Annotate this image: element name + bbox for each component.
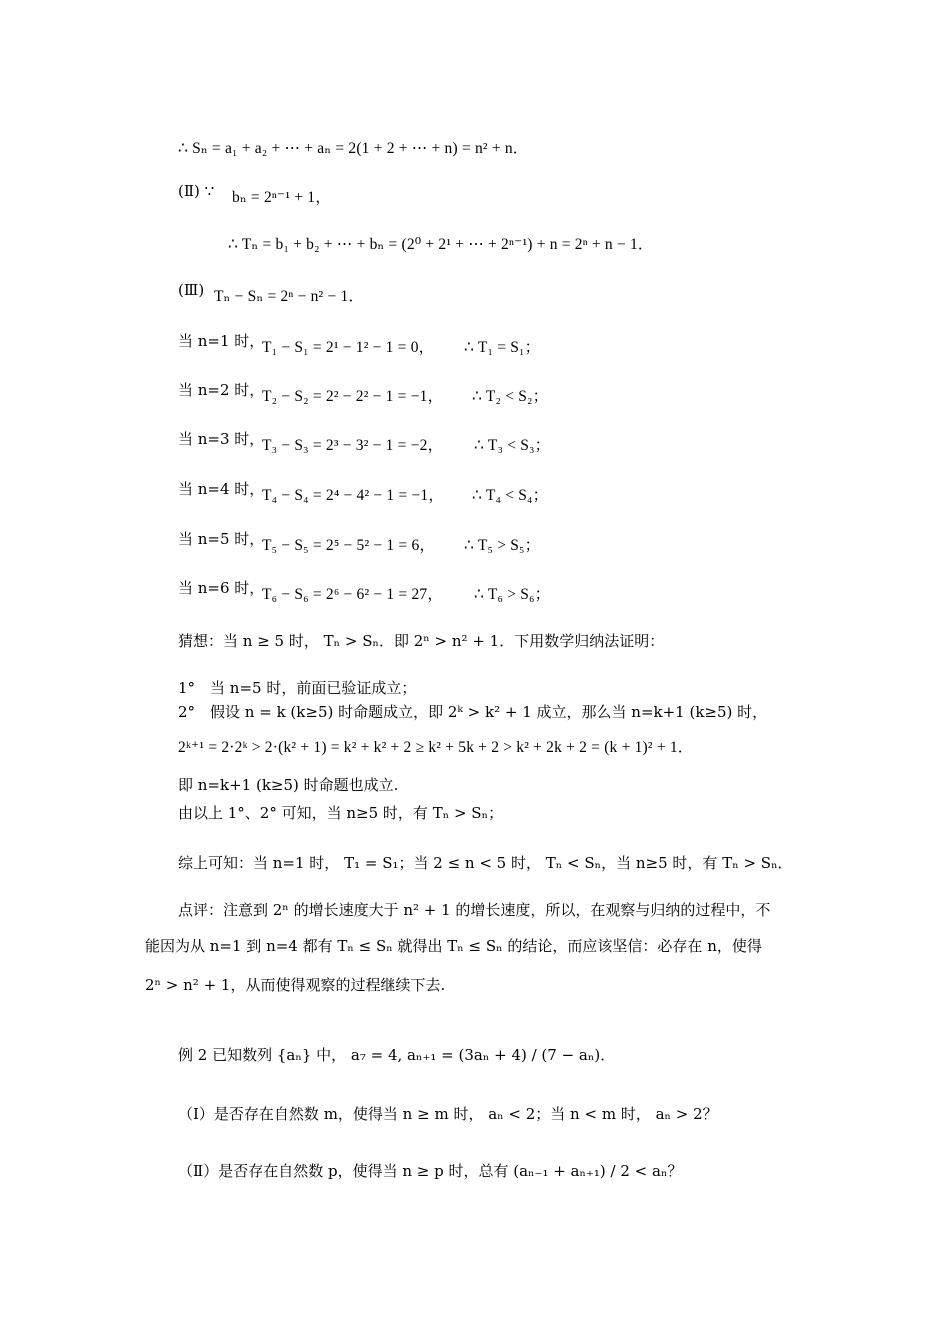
- comment-line-3: 2ⁿ > n² + 1，从而使得观察的过程继续下去.: [145, 976, 446, 994]
- tn-formula: ∴ Tₙ = b₁ + b₂ + ⋯ + bₙ = (2⁰ + 2¹ + ⋯ + 2ⁿ⁻¹) + n = 2ⁿ + n − 1．: [228, 236, 654, 253]
- case-calc: T₆ − S₆ = 2⁶ − 6² − 1 = 27，: [262, 586, 444, 603]
- case-calc: T₃ − S₃ = 2³ − 3² − 1 = −2，: [262, 437, 444, 454]
- case-calc: T₁ − S₁ = 2¹ − 1² − 1 = 0，: [262, 339, 435, 356]
- conjecture: 猜想：当 n ≥ 5 时， Tₙ > Sₙ．即 2ⁿ > n² + 1．下用数学归纳法证明：: [178, 632, 665, 650]
- comment-line-2: 能因为从 n=1 到 n=4 都有 Tₙ ≤ Sₙ 就得出 Tₙ ≤ Sₙ 的结论，而应该坚信：必存在 n，使得: [145, 937, 762, 955]
- case-when: 当 n=4 时，: [178, 480, 265, 498]
- case-calc: T₂ − S₂ = 2² − 2² − 1 = −1，: [262, 388, 444, 405]
- case-when: 当 n=5 时，: [178, 530, 265, 548]
- case-when: 当 n=3 时，: [178, 430, 265, 448]
- induction-step-1: 1° 当 n=5 时，前面已验证成立；: [178, 679, 417, 697]
- bn-formula: bₙ = 2ⁿ⁻¹ + 1，: [232, 189, 331, 206]
- induction-step-2-conclusion: 即 n=k+1 (k≥5) 时命题也成立.: [178, 776, 399, 794]
- example-2-intro: 例 2 已知数列 {aₙ} 中， a₇ = 4, aₙ₊₁ = (3aₙ + 4) / (7 − aₙ)．: [178, 1046, 616, 1064]
- case-conclusion: ∴ T₄ < S₄；: [472, 487, 549, 504]
- summary: 综上可知：当 n=1 时， T₁ = S₁；当 2 ≤ n < 5 时， Tₙ < Sₙ，当 n≥5 时，有 Tₙ > Sₙ．: [178, 854, 793, 872]
- induction-conclusion: 由以上 1°、2° 可知，当 n≥5 时，有 Tₙ > Sₙ；: [178, 804, 504, 822]
- case-conclusion: ∴ T₂ < S₂；: [472, 388, 549, 405]
- part3-label: (Ⅲ): [178, 281, 205, 299]
- example-2-question-2: （Ⅱ）是否存在自然数 p，使得当 n ≥ p 时，总有 (aₙ₋₁ + aₙ₊₁) / 2 < aₙ？: [178, 1162, 683, 1180]
- case-when: 当 n=1 时，: [178, 332, 265, 350]
- part2-label: (Ⅱ) ∵: [178, 182, 215, 200]
- comment-line-1: 点评：注意到 2ⁿ 的增长速度大于 n² + 1 的增长速度，所以，在观察与归纳的过程中，不: [178, 901, 771, 919]
- case-calc: T₅ − S₅ = 2⁵ − 5² − 1 = 6，: [262, 537, 436, 554]
- tn-sn-difference: Tₙ − Sₙ = 2ⁿ − n² − 1．: [214, 288, 365, 305]
- case-conclusion: ∴ T₅ > S₅；: [464, 537, 541, 554]
- case-conclusion: ∴ T₆ > S₆；: [474, 586, 551, 603]
- case-conclusion: ∴ T₃ < S₃；: [474, 437, 551, 454]
- case-calc: T₄ − S₄ = 2⁴ − 4² − 1 = −1，: [262, 487, 445, 504]
- case-conclusion: ∴ T₁ = S₁；: [464, 339, 541, 356]
- example-2-question-1: （Ⅰ）是否存在自然数 m，使得当 n ≥ m 时， aₙ < 2；当 n < m 时， aₙ > 2？: [178, 1105, 718, 1123]
- sn-sum-line: ∴ Sₙ = a₁ + a₂ + ⋯ + aₙ = 2(1 + 2 + ⋯ + n) = n² + n．: [178, 140, 529, 157]
- induction-step-2: 2° 假设 n = k (k≥5) 时命题成立，即 2ᵏ > k² + 1 成立，那么当 n=k+1 (k≥5) 时，: [178, 703, 768, 721]
- case-when: 当 n=2 时，: [178, 381, 265, 399]
- induction-inequality-chain: 2ᵏ⁺¹ = 2·2ᵏ > 2·(k² + 1) = k² + k² + 2 ≥ k² + 5k + 2 > k² + 2k + 2 = (k + 1)² + 1．: [178, 739, 694, 756]
- case-when: 当 n=6 时，: [178, 579, 265, 597]
